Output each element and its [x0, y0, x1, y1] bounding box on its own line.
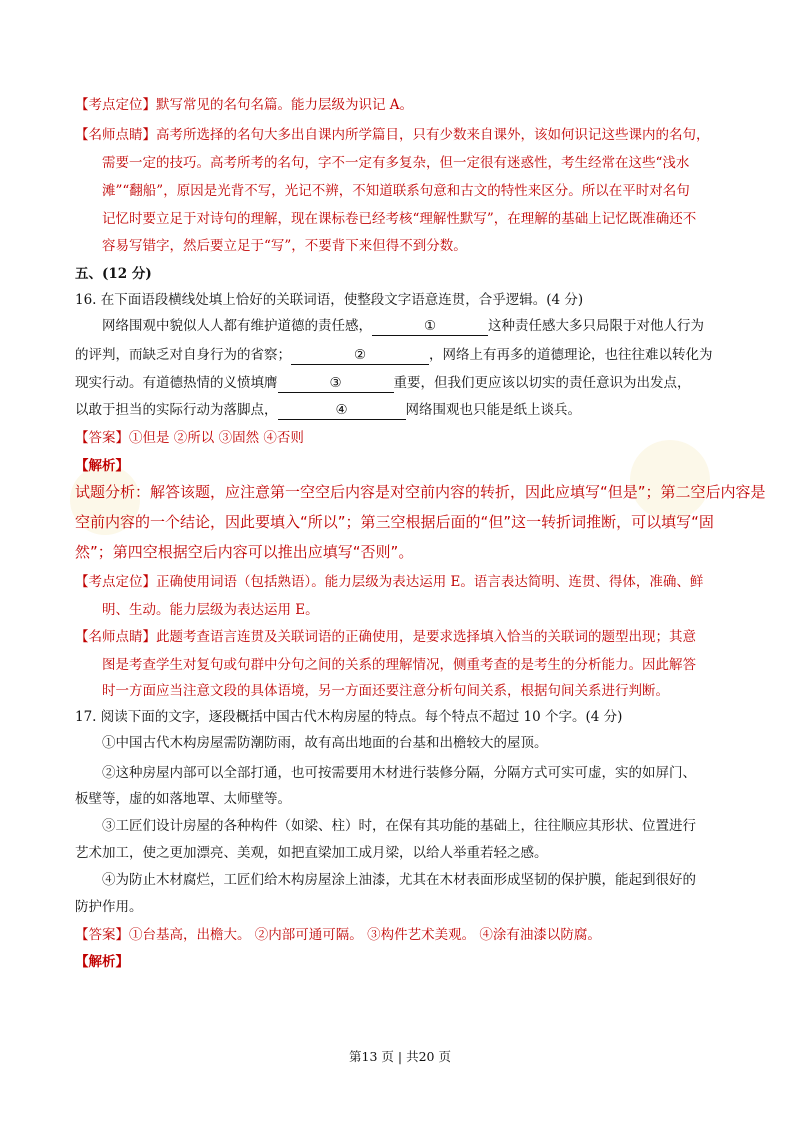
- q16-text: 现实行动。有道德热情的义愤填膺: [75, 375, 278, 391]
- q16-mingshi-line-3: 时一方面应当注意文段的具体语境，另一方面还要注意分析句间关系，根据句间关系进行判断。: [102, 683, 669, 699]
- q17-prompt: 17. 阅读下面的文字，逐段概括中国古代木构房屋的特点。每个特点不超过 10 个字。(4 分): [75, 709, 623, 725]
- blank-3[interactable]: ③: [278, 374, 394, 393]
- q17-answer: 【答案】①台基高，出檐大。 ②内部可通可隔。 ③构件艺术美观。 ④涂有油漆以防腐。: [75, 927, 601, 943]
- mingshi-1-line-4: 记忆时要立足于对诗句的理解，现在课标卷已经考核“理解性默写”，在理解的基础上记忆既准确还不: [102, 211, 697, 227]
- q16-text: ，网络上有再多的道德理论，也往往难以转化为: [429, 347, 713, 363]
- section-heading: 五、(12 分): [75, 266, 152, 282]
- q17-para-1: ①中国古代木构房屋需防潮防雨，故有高出地面的台基和出檐较大的屋顶。: [102, 735, 548, 751]
- q16-passage-line-1: [102, 316, 704, 336]
- q16-text: 网络围观也只能是纸上谈兵。: [405, 402, 581, 418]
- q16-jiexi-label: 【解析】: [75, 458, 129, 474]
- blank-2[interactable]: ②: [291, 346, 429, 365]
- q17-para-3-line-1: ③工匠们设计房屋的各种构件（如梁、柱）时，在保有其功能的基础上，往往顺应其形状、位置进行: [102, 818, 696, 834]
- q16-text: 以敢于担当的实际行动为落脚点，: [75, 402, 278, 418]
- mingshi-1-line-5: 容易写错字，然后要立足于“写”，不要背下来但得不到分数。: [102, 238, 467, 254]
- q16-kaodian-line-2: 明、生动。能力层级为表达运用 E。: [102, 602, 319, 618]
- blank-1[interactable]: ①: [372, 317, 488, 336]
- blank-4[interactable]: ④: [278, 401, 406, 420]
- q17-jiexi-label: 【解析】: [75, 954, 129, 970]
- mingshi-1-line-1: 【名师点睛】高考所选择的名句大多出自课内所学篇目，只有少数来自课外，该如何识记这些课内的名句，: [75, 127, 710, 143]
- mingshi-1-line-3: 滩”“翻船”，原因是光背不写，光记不辨，不知道联系句意和古文的特性来区分。所以在平时对名句: [102, 183, 690, 199]
- page-footer: 第13 页 | 共20 页: [349, 1049, 451, 1064]
- q16-answer: 【答案】①但是 ②所以 ③固然 ④否则: [75, 430, 304, 446]
- q16-analysis-line-2: 空前内容的一个结论，因此要填入“所以”；第三空根据后面的“但”这一转折词推断，可以填写“固: [75, 513, 714, 531]
- q16-kaodian-line-1: 【考点定位】正确使用词语（包括熟语）。能力层级为表达运用 E。语言表达简明、连贯、得体，准确、鲜: [75, 574, 704, 590]
- mingshi-1-line-2: 需要一定的技巧。高考所考的名句，字不一定有多复杂，但一定很有迷惑性，考生经常在这些“浅水: [102, 155, 690, 171]
- q17-para-2-line-1: ②这种房屋内部可以全部打通，也可按需要用木材进行装修分隔，分隔方式可实可虚，实的如屏门、: [102, 765, 696, 781]
- q16-mingshi-line-2: 图是考查学生对复句或句群中分句之间的关系的理解情况，侧重考查的是考生的分析能力。因此解答: [102, 657, 696, 673]
- q16-text: 网络围观中貌似人人都有维护道德的责任感，: [102, 318, 372, 334]
- q17-para-3-line-2: 艺术加工，使之更加漂亮、美观，如把直梁加工成月梁，以给人举重若轻之感。: [75, 845, 548, 861]
- q16-text: 重要，但我们更应该以切实的责任意识为出发点，: [393, 375, 691, 391]
- q16-passage-line-4: [75, 400, 581, 420]
- q16-text: 这种责任感大多只局限于对他人行为: [488, 318, 704, 334]
- q17-para-4-line-2: 防护作用。: [75, 899, 143, 915]
- q17-para-2-line-2: 板壁等，虚的如落地罩、太师壁等。: [75, 791, 291, 807]
- q16-text: 的评判，而缺乏对自身行为的省察；: [75, 347, 291, 363]
- q16-passage-line-3: [75, 373, 691, 393]
- q16-passage-line-2: [75, 345, 713, 365]
- q17-para-4-line-1: ④为防止木材腐烂，工匠们给木构房屋涂上油漆，尤其在木材表面形成坚韧的保护膜，能起到很好的: [102, 872, 696, 888]
- q16-analysis-line-1: 试题分析：解答该题，应注意第一空空后内容是对空前内容的转折，因此应填写“但是”；第二空后内容是: [75, 483, 766, 501]
- kaodian-1: 【考点定位】默写常见的名句名篇。能力层级为识记 A。: [75, 97, 414, 113]
- q16-analysis-line-3: 然”；第四空根据空后内容可以推出应填写“否则”。: [75, 543, 414, 561]
- q16-mingshi-line-1: 【名师点睛】此题考查语言连贯及关联词语的正确使用，是要求选择填入恰当的关联词的题型出现；其意: [75, 629, 696, 645]
- q16-prompt: 16. 在下面语段横线处填上恰好的关联词语，使整段文字语意连贯，合乎逻辑。(4 分): [75, 292, 584, 308]
